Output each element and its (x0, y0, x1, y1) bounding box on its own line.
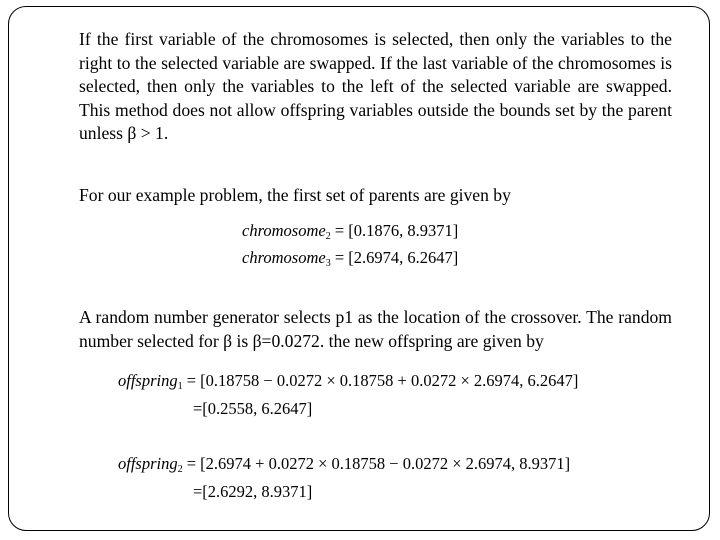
equation-rhs: = [2.6974 + 0.0272 × 0.18758 − 0.0272 × 2.6974, 8.9371] (186, 454, 571, 473)
equation-rhs: = [2.6974, 6.2647] (334, 248, 459, 267)
equation-offspring-2-result: =[2.6292, 8.9371] (193, 482, 313, 501)
equation-rhs: = [0.1876, 8.9371] (334, 221, 459, 240)
equation-chromosome-2 (242, 221, 458, 247)
equation-offspring-1 (118, 371, 578, 397)
equation-subscript: 2 (177, 464, 183, 475)
paragraph-parents-intro: For our example problem, the first set of parents are given by (79, 185, 511, 205)
paragraph-crossover-rules: If the first variable of the chromosomes is selected, then only the variables to the right to the selected variable are swapped. If the last variable of the chromosomes is selected, then only the variables to the left of the selected variable are swapped. This method does not allow offspring variables outside the bounds set by the parent unless β > 1. (79, 29, 672, 144)
equation-name: chromosome (242, 221, 326, 240)
equation-chromosome-3 (242, 248, 458, 274)
equation-offspring-1-result: =[0.2558, 6.2647] (193, 399, 313, 418)
equation-subscript: 3 (325, 258, 331, 269)
equation-rhs: = [0.18758 − 0.0272 × 0.18758 + 0.0272 × 2.6974, 6.2647] (186, 371, 579, 390)
equation-subscript: 1 (177, 381, 183, 392)
equation-name: chromosome (242, 248, 326, 267)
equation-name: offspring (118, 371, 178, 390)
equation-name: offspring (118, 454, 178, 473)
equation-subscript: 2 (325, 231, 331, 242)
paragraph-random-selection: A random number generator selects p1 as the location of the crossover. The random number selected for β is β=0.0272. the new offspring are given by (79, 307, 672, 351)
equation-offspring-2 (118, 454, 570, 480)
